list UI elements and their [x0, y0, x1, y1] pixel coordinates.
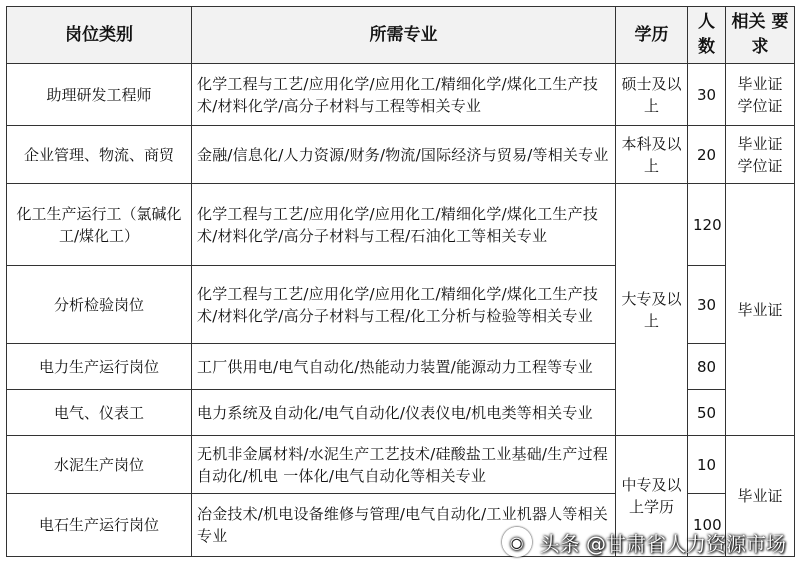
toutiao-logo-icon: ◉ — [502, 527, 532, 557]
row-major: 化学工程与工艺/应用化学/应用化工/精细化学/煤化工生产技术/材料化学/高分子材料与工程/化工分析与检验等相关专业 — [192, 266, 616, 344]
row-requirement: 毕业证 — [726, 436, 795, 557]
header-category: 岗位类别 — [7, 7, 192, 64]
row-category: 企业管理、物流、商贸 — [7, 126, 192, 184]
table-row — [7, 184, 795, 266]
row-education: 大专及以上 — [616, 184, 688, 436]
header-requirement: 相关 要求 — [726, 7, 795, 64]
recruitment-table — [6, 6, 795, 557]
row-education: 硕士及以上 — [616, 64, 688, 126]
row-major: 金融/信息化/人力资源/财务/物流/国际经济与贸易/等相关专业 — [192, 126, 616, 184]
row-count: 30 — [688, 266, 726, 344]
header-education: 学历 — [616, 7, 688, 64]
watermark-text: 头条 @甘肃省人力资源市场 — [539, 531, 786, 556]
row-count: 100 — [688, 494, 726, 557]
row-requirement: 毕业证学位证 — [726, 64, 795, 126]
row-major: 化学工程与工艺/应用化学/应用化工/精细化学/煤化工生产技术/材料化学/高分子材料与工程等相关专业 — [192, 64, 616, 126]
row-count: 30 — [688, 64, 726, 126]
row-category: 水泥生产岗位 — [7, 436, 192, 494]
table-row — [7, 126, 795, 184]
row-major: 冶金技术/机电设备维修与管理/电气自动化/工业机器人等相关专业 — [192, 494, 616, 557]
row-education: 本科及以上 — [616, 126, 688, 184]
header-row — [7, 7, 795, 64]
row-major: 无机非金属材料/水泥生产工艺技术/硅酸盐工业基础/生产过程自动化/机电 一体化/电气自动化等相关专业 — [192, 436, 616, 494]
header-count: 人 数 — [688, 7, 726, 64]
row-category: 分析检验岗位 — [7, 266, 192, 344]
row-category: 电气、仪表工 — [7, 390, 192, 436]
header-major: 所需专业 — [192, 7, 616, 64]
row-count: 10 — [688, 436, 726, 494]
row-count: 120 — [688, 184, 726, 266]
row-category: 电力生产运行岗位 — [7, 344, 192, 390]
watermark — [502, 527, 786, 557]
row-requirement: 毕业证 — [726, 184, 795, 436]
row-major: 化学工程与工艺/应用化学/应用化工/精细化学/煤化工生产技术/材料化学/高分子材料与工程/石油化工等相关专业 — [192, 184, 616, 266]
row-category: 化工生产运行工（氯碱化工/煤化工） — [7, 184, 192, 266]
row-education: 中专及以上学历 — [616, 436, 688, 557]
row-requirement: 毕业证学位证 — [726, 126, 795, 184]
table-row — [7, 436, 795, 494]
row-count: 80 — [688, 344, 726, 390]
row-major: 电力系统及自动化/电气自动化/仪表仪电/机电类等相关专业 — [192, 390, 616, 436]
row-major: 工厂供用电/电气自动化/热能动力装置/能源动力工程等专业 — [192, 344, 616, 390]
row-count: 50 — [688, 390, 726, 436]
row-category: 助理研发工程师 — [7, 64, 192, 126]
table-row — [7, 64, 795, 126]
row-category: 电石生产运行岗位 — [7, 494, 192, 557]
row-count: 20 — [688, 126, 726, 184]
